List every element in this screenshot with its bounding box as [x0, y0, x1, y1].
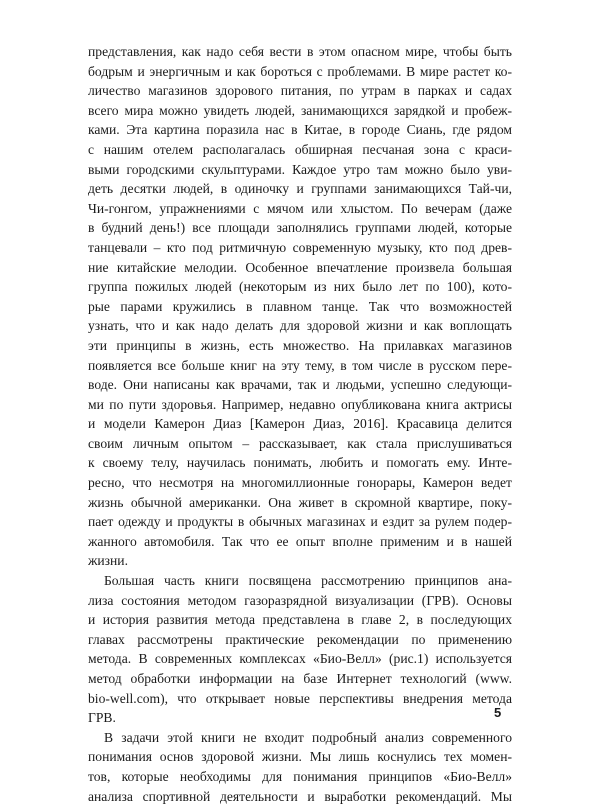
text-line: метод обработки информации на базе Интернет технологий (www. — [88, 671, 512, 686]
text-line: Большая часть книги посвящена рассмотрению принципов ана- — [104, 573, 512, 589]
text-line: и модели Камерон Диаз [Камерон Диаз, 2016]. Красавица делится — [88, 416, 512, 432]
text-line: В задачи этой книги не входит подробный анализ современного — [104, 729, 512, 745]
text-line: метода. В современных комплексах «Био-Велл» (рис.1) используется — [88, 651, 512, 667]
text-line: личество магазинов здорового питания, по утрам в парках и садах — [88, 83, 512, 99]
text-line: ресно, что несмотря на многомиллионные гонорары, Камерон ведет — [88, 475, 512, 491]
paragraph-2 — [88, 571, 512, 728]
text-line: появляется все больше книг на эту тему, в том числе в русском пере- — [88, 357, 512, 373]
text-line: своим личным опытом – рассказывает, как стала прислушиваться — [88, 435, 512, 451]
text-line: всего мира можно увидеть людей, занимающихся зарядкой и пробеж- — [88, 102, 512, 118]
text-line: Чи-гонгом, упражнениями с мячом или хлыстом. По вечерам (даже — [88, 200, 512, 216]
text-line: понимания основ здоровой жизни. Мы лишь коснулись тех момен- — [88, 749, 512, 765]
text-line: танцевали – кто под ритмичную современную музыку, кто под древ- — [88, 239, 512, 255]
text-line: воде. Они написаны как врачами, так и людьми, успешно следующи- — [88, 377, 512, 393]
text-line: узнать, что и как надо делать для здоровой жизни и как воплощать — [88, 318, 512, 334]
text-line: с нашим отелем располагалась обширная песчаная зона с краси- — [88, 141, 512, 157]
text-line: в будний день!) все площади заполнялись группами людей, которые — [88, 220, 512, 236]
text-line: бодрым и энергичным и как бороться с проблемами. В мире растет ко- — [88, 63, 512, 79]
text-line: анализа спортивной деятельности и выработки рекомендаций. Мы — [88, 788, 512, 804]
text-line: ние китайские мелодии. Особенное впечатление произвела большая — [88, 259, 512, 275]
text-line: деть десятки людей, в одиночку и группами занимающихся Тай-чи, — [88, 181, 512, 197]
text-line: группа пожилых людей (некоторым из них было лет по 100), кото- — [88, 279, 512, 295]
text-line: к своему телу, научилась понимать, любить и помогать ему. Инте- — [88, 455, 512, 471]
text-line: выми городскими скульптурами. Каждое утро там можно было уви- — [88, 161, 512, 177]
page-number: 5 — [494, 705, 502, 720]
text-line: жанного автомобиля. Так что ее опыт вполне применим и в нашей — [88, 533, 512, 549]
paragraph-3 — [88, 728, 512, 806]
text-line: лиза состояния методом газоразрядной визуализации (ГРВ). Основы — [88, 592, 512, 608]
text-line: тов, которые необходимы для понимания принципов «Био-Велл» — [88, 768, 512, 784]
body-text — [88, 42, 512, 806]
text-line: жизнь обычной американки. Она живет в скромной квартире, поку- — [88, 494, 512, 510]
text-line: представления, как надо себя вести в этом опасном мире, чтобы быть — [88, 44, 512, 59]
text-line: главах рассмотрены практические рекомендации по применению — [88, 631, 512, 647]
paragraph-1 — [88, 42, 512, 571]
text-line: ми по пути здоровья. Например, недавно опубликована книга актрисы — [88, 396, 512, 412]
text-line: жизни. — [88, 553, 128, 569]
text-line: ГРВ. — [88, 710, 116, 726]
text-line: bio-well.com), что открывает новые перспективы внедрения метода — [88, 690, 512, 706]
text-line: ками. Эта картина поразила нас в Китае, в городе Сиань, где рядом — [88, 122, 512, 138]
text-line: эти принципы в жизнь, есть множество. На прилавках магазинов — [88, 337, 512, 353]
text-line: пает одежду и продукты в обычных магазинах и ездит за рулем подер- — [88, 514, 512, 530]
text-line: рые парами кружились в плавном танце. Так что возможностей — [88, 298, 512, 314]
text-line: и история развития метода представлена в главе 2, в последующих — [88, 612, 512, 628]
